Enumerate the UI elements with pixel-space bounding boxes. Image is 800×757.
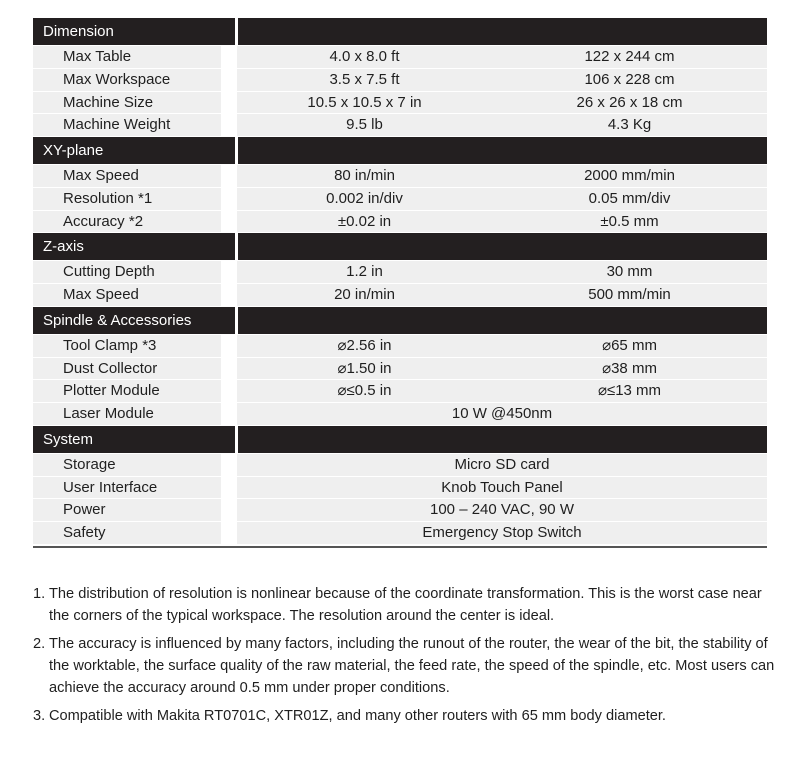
spec-row [33, 380, 767, 403]
spec-label: Laser Module [33, 403, 221, 425]
spec-value-metric: ⌀65 mm [492, 335, 767, 357]
spec-value-metric: ±0.5 mm [492, 211, 767, 233]
spec-row [33, 499, 767, 522]
spec-value-imperial: 9.5 lb [237, 114, 492, 136]
spec-row [33, 165, 767, 188]
spec-value-imperial: 80 in/min [237, 165, 492, 187]
spec-row [33, 335, 767, 358]
spec-label: Tool Clamp *3 [33, 335, 221, 357]
spec-value: Micro SD card [237, 454, 767, 476]
table-bottom-rule [33, 546, 767, 548]
spec-label: Dust Collector [33, 358, 221, 380]
section-title: System [33, 426, 235, 453]
spec-value-metric: 30 mm [492, 261, 767, 283]
spec-row [33, 114, 767, 137]
section-header [33, 426, 767, 453]
spec-value-imperial: 3.5 x 7.5 ft [237, 69, 492, 91]
section-title: Z-axis [33, 233, 235, 260]
spec-value-metric: 0.05 mm/div [492, 188, 767, 210]
footnote-number: 1. [33, 586, 46, 602]
spec-value-imperial: ⌀≤0.5 in [237, 380, 492, 402]
spec-label: Max Workspace [33, 69, 221, 91]
spec-row [33, 46, 767, 69]
section-header-bar [238, 233, 767, 260]
spec-value-imperial: ⌀2.56 in [237, 335, 492, 357]
spec-value: 100 – 240 VAC, 90 W [237, 499, 767, 521]
spec-label: Power [33, 499, 221, 521]
section-header [33, 18, 767, 45]
spec-value: Emergency Stop Switch [237, 522, 767, 544]
section-header-bar [238, 18, 767, 45]
footnote-text: The accuracy is influenced by many factors, including the runout of the router, the wear of the bit, the stability of the worktable, the surface quality of the raw material, the feed rate, the speed of the spindle, etc. Most users can achieve the accuracy around 0.5 mm under proper conditions. [49, 636, 775, 696]
footnote-text: Compatible with Makita RT0701C, XTR01Z, and many other routers with 65 mm body diameter. [49, 708, 666, 724]
spec-value-metric: 106 x 228 cm [492, 69, 767, 91]
section-header [33, 137, 767, 164]
spec-row [33, 92, 767, 115]
spec-label: User Interface [33, 477, 221, 499]
spec-row [33, 188, 767, 211]
footnotes [33, 583, 778, 733]
spec-label: Max Table [33, 46, 221, 68]
spec-value-imperial: 1.2 in [237, 261, 492, 283]
section-title: Spindle & Accessories [33, 307, 235, 334]
spec-label: Machine Weight [33, 114, 221, 136]
section-header [33, 233, 767, 260]
spec-value-imperial: 10.5 x 10.5 x 7 in [237, 92, 492, 114]
section-title: Dimension [33, 18, 235, 45]
footnote [33, 583, 778, 627]
spec-label: Max Speed [33, 165, 221, 187]
spec-value-imperial: 4.0 x 8.0 ft [237, 46, 492, 68]
spec-row [33, 284, 767, 307]
spec-value-metric: 26 x 26 x 18 cm [492, 92, 767, 114]
spec-value-metric: 2000 mm/min [492, 165, 767, 187]
spec-label: Machine Size [33, 92, 221, 114]
footnote-number: 2. [33, 636, 46, 652]
spec-label: Resolution *1 [33, 188, 221, 210]
section-title: XY-plane [33, 137, 235, 164]
footnote [33, 633, 778, 699]
footnote-number: 3. [33, 708, 46, 724]
spec-value-imperial: 0.002 in/div [237, 188, 492, 210]
section-header-bar [238, 307, 767, 334]
spec-table [33, 18, 767, 548]
spec-value: Knob Touch Panel [237, 477, 767, 499]
spec-label: Accuracy *2 [33, 211, 221, 233]
spec-value-imperial: ⌀1.50 in [237, 358, 492, 380]
spec-row [33, 454, 767, 477]
spec-label: Plotter Module [33, 380, 221, 402]
spec-label: Max Speed [33, 284, 221, 306]
spec-row [33, 403, 767, 426]
spec-label: Safety [33, 522, 221, 544]
spec-value-imperial: 20 in/min [237, 284, 492, 306]
section-header [33, 307, 767, 334]
footnote-text: The distribution of resolution is nonlinear because of the coordinate transformation. This is the worst case near the corners of the typical workspace. The resolution around the center is ideal. [49, 586, 762, 624]
spec-row [33, 69, 767, 92]
section-header-bar [238, 137, 767, 164]
spec-row [33, 522, 767, 545]
spec-value-imperial: ±0.02 in [237, 211, 492, 233]
spec-value-metric: 122 x 244 cm [492, 46, 767, 68]
spec-value-metric: ⌀≤13 mm [492, 380, 767, 402]
section-header-bar [238, 426, 767, 453]
spec-value-metric: 500 mm/min [492, 284, 767, 306]
spec-row [33, 211, 767, 234]
spec-label: Storage [33, 454, 221, 476]
spec-value: 10 W @450nm [237, 403, 767, 425]
spec-row [33, 358, 767, 381]
spec-row [33, 261, 767, 284]
footnote [33, 705, 778, 727]
spec-value-metric: 4.3 Kg [492, 114, 767, 136]
spec-value-metric: ⌀38 mm [492, 358, 767, 380]
spec-label: Cutting Depth [33, 261, 221, 283]
spec-row [33, 477, 767, 500]
